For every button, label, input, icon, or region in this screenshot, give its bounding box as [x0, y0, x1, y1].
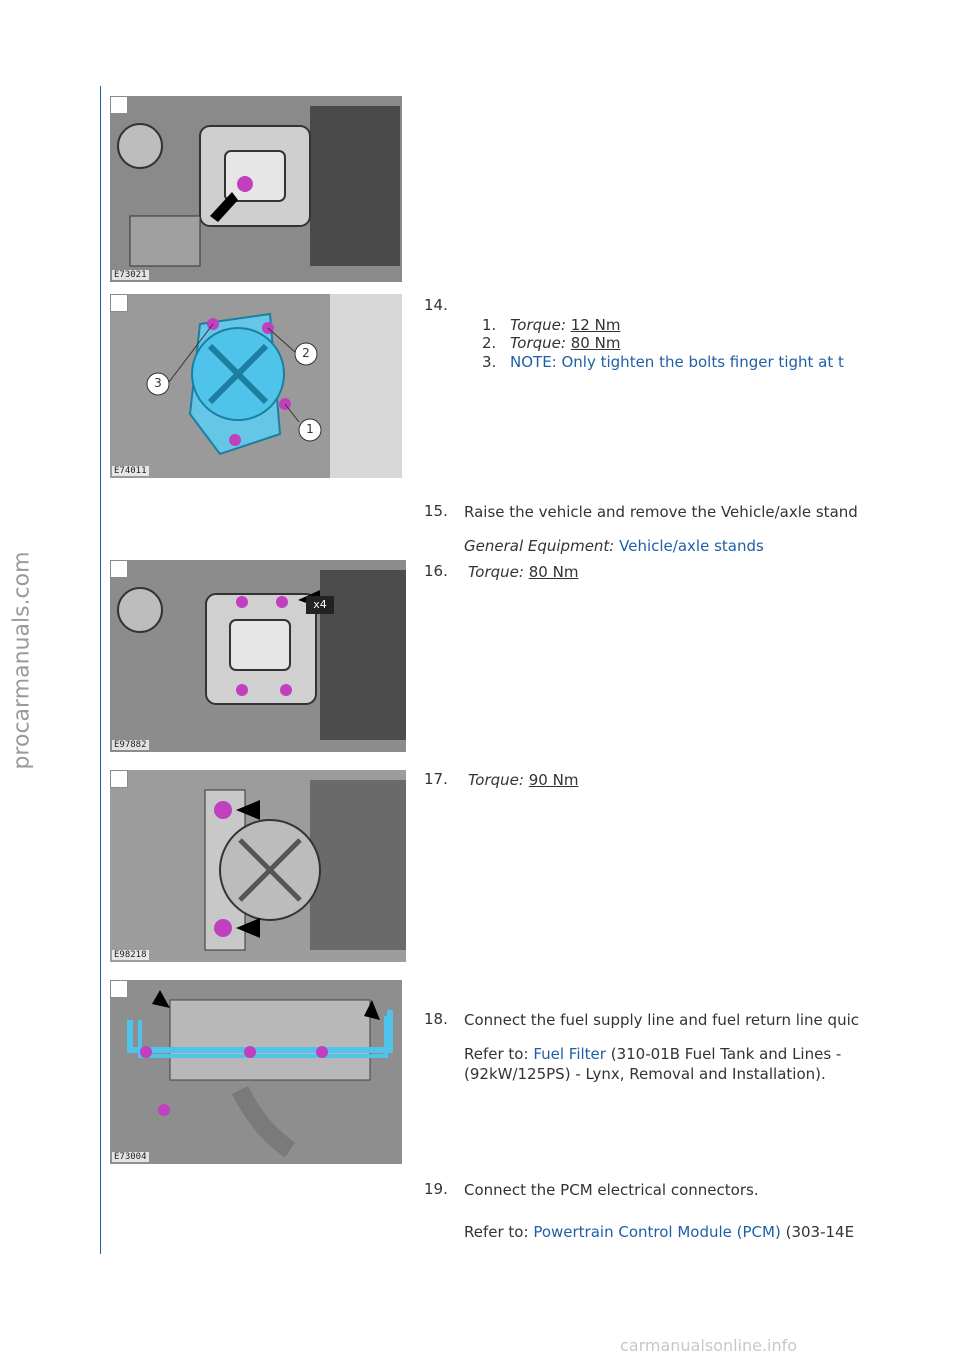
- refer-label: Refer to:: [464, 1045, 529, 1063]
- step-17-number: 17.: [424, 770, 448, 788]
- step-16-torque: [468, 562, 876, 582]
- zoom-icon[interactable]: [110, 980, 128, 998]
- fuel-lines-illustration: [110, 980, 402, 1164]
- callout-3: 3: [154, 376, 162, 390]
- step-18-refer: [464, 1044, 872, 1064]
- zoom-icon[interactable]: [110, 560, 128, 578]
- figure-e74011: [110, 294, 402, 478]
- step-18-text: Connect the fuel supply line and fuel return line quic: [464, 1011, 859, 1029]
- zoom-icon[interactable]: [110, 96, 128, 114]
- figure-code: E97882: [114, 740, 147, 750]
- step-14-sub-3-note: NOTE: Only tighten the bolts finger tight at t: [510, 353, 844, 371]
- step-14-sub-1: [510, 316, 872, 334]
- step-15-number: 15.: [424, 502, 448, 520]
- step-15-equipment: [464, 536, 872, 556]
- step-15-text: Raise the vehicle and remove the Vehicle/axle stand: [464, 503, 858, 521]
- engine-mount-bolts-illustration: [110, 560, 406, 752]
- step-14-sub-1-number: 1.: [482, 316, 497, 334]
- equipment-label: General Equipment:: [464, 537, 615, 555]
- callout-x4: x4: [313, 598, 327, 611]
- zoom-icon[interactable]: [110, 294, 128, 312]
- torque-label: Torque:: [510, 316, 566, 334]
- torque-label: Torque:: [510, 334, 566, 352]
- figure-e73021: [110, 96, 402, 282]
- step-18-number: 18.: [424, 1010, 448, 1028]
- torque-value: 80 Nm: [570, 334, 621, 352]
- step-14-number: 14.: [424, 296, 448, 314]
- torque-label: Torque:: [468, 563, 524, 581]
- callout-1: 1: [306, 422, 314, 436]
- fuel-filter-link[interactable]: Fuel Filter: [533, 1045, 606, 1063]
- pcm-link[interactable]: Powertrain Control Module (PCM): [533, 1223, 781, 1241]
- bottom-watermark: carmanualsonline.info: [620, 1336, 798, 1355]
- refer-label: Refer to:: [464, 1223, 529, 1241]
- torque-value: 12 Nm: [570, 316, 621, 334]
- figure-code: E74011: [114, 466, 147, 476]
- engine-mount-illustration: [110, 96, 402, 282]
- step-16-number: 16.: [424, 562, 448, 580]
- step-19-text: Connect the PCM electrical connectors.: [464, 1181, 759, 1199]
- side-watermark: procarmanuals.com: [9, 550, 35, 770]
- refer-suffix: (310-01B Fuel Tank and Lines -: [605, 1045, 842, 1063]
- figure-e98218: [110, 770, 406, 962]
- figure-e97882: [110, 560, 406, 752]
- callout-2: 2: [302, 346, 310, 360]
- filter-bracket-illustration: [110, 770, 406, 962]
- step-14-sub-2: [510, 334, 872, 352]
- figure-e73004: [110, 980, 402, 1164]
- torque-value: 80 Nm: [528, 563, 579, 581]
- step-14-sub-2-number: 2.: [482, 334, 497, 352]
- figure-code: E73021: [114, 270, 147, 280]
- step-14-sub-3-number: 3.: [482, 353, 497, 371]
- margin-rule: [100, 86, 101, 1254]
- figure-code: E73004: [114, 1152, 147, 1162]
- step-18-refer-line2: (92kW/125PS) - Lynx, Removal and Installation).: [464, 1065, 826, 1083]
- zoom-icon[interactable]: [110, 770, 128, 788]
- equipment-link[interactable]: Vehicle/axle stands: [619, 537, 764, 555]
- figure-code: E98218: [114, 950, 147, 960]
- step-19-number: 19.: [424, 1180, 448, 1198]
- torque-value: 90 Nm: [528, 771, 579, 789]
- refer-suffix: (303-14E: [780, 1223, 855, 1241]
- torque-label: Torque:: [468, 771, 524, 789]
- step-19-refer: [464, 1222, 872, 1242]
- step-17-torque: [468, 770, 876, 790]
